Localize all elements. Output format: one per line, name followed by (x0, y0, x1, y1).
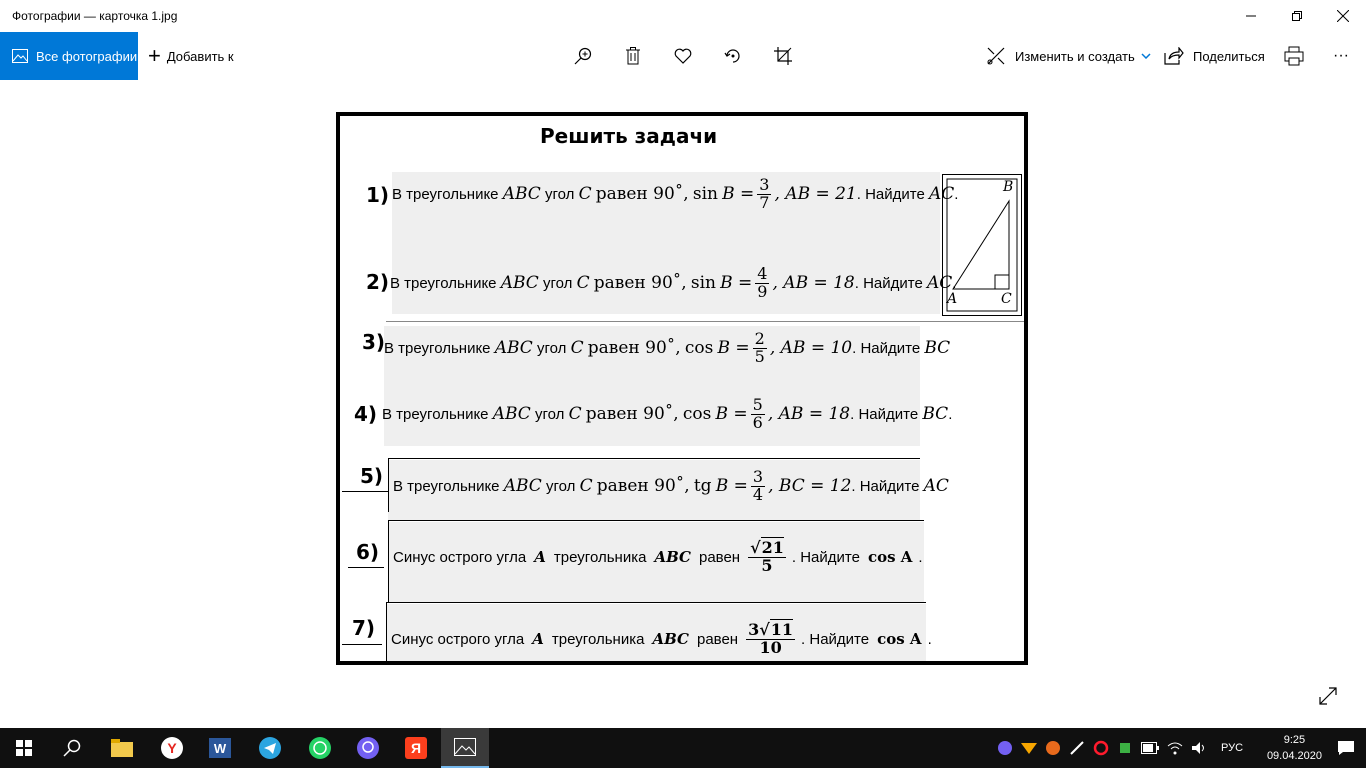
problem-3-text: В треугольнике ABC угол C равен 90˚, cos B = $\frac{2}{5}$ , AB = 10 . Найдите BC (384, 328, 951, 366)
chevron-down-icon (1141, 53, 1151, 59)
divider (386, 321, 1028, 322)
taskbar-photos[interactable] (441, 728, 489, 768)
photo-icon (12, 49, 28, 63)
restore-icon (1292, 11, 1302, 21)
taskbar (0, 728, 1366, 768)
heart-icon (674, 48, 692, 64)
share-icon (1164, 47, 1184, 65)
taskbar-viber[interactable] (344, 728, 392, 768)
vertex-a-label: A (947, 291, 958, 307)
problem-3-number: 3) (362, 330, 386, 354)
problem-6-number: 6) (356, 540, 380, 564)
avast-tray-icon[interactable] (1021, 740, 1037, 756)
system-tray (997, 728, 1243, 768)
triangle-figure (942, 174, 1022, 316)
problem-5-number: 5) (360, 464, 384, 488)
more-icon: ··· (1333, 47, 1349, 64)
pen-tray-icon[interactable] (1069, 740, 1085, 756)
close-icon (1337, 10, 1349, 22)
photos-icon (454, 738, 476, 756)
telegram-icon (259, 737, 281, 759)
taskbar-yandex-browser[interactable] (148, 728, 196, 768)
clock-date: 09.04.2020 (1266, 750, 1322, 762)
divider (348, 567, 384, 568)
security-tray-icon[interactable] (1117, 740, 1133, 756)
taskbar-explorer[interactable] (98, 728, 146, 768)
clock[interactable] (1267, 732, 1322, 764)
expand-icon (1318, 686, 1338, 706)
crop-button[interactable] (771, 44, 795, 68)
start-button[interactable] (0, 728, 48, 768)
photo-viewer (0, 80, 1366, 728)
divider (388, 520, 389, 602)
add-to-button[interactable] (148, 32, 234, 80)
problem-4-number: 4) (354, 402, 378, 426)
add-to-label: Добавить к (166, 48, 234, 64)
zoom-icon (574, 47, 592, 65)
taskbar-word[interactable] (196, 728, 244, 768)
wifi-icon[interactable] (1167, 741, 1183, 755)
taskbar-telegram[interactable] (246, 728, 294, 768)
divider (342, 644, 382, 645)
delete-button[interactable] (621, 44, 645, 68)
close-button[interactable] (1320, 0, 1366, 32)
taskbar-yandex[interactable] (392, 728, 440, 768)
edit-create-label: Изменить и создать (1015, 48, 1135, 64)
restore-button[interactable] (1274, 0, 1320, 32)
problem-1-text: В треугольнике ABC угол C равен 90˚, sin B = $\frac{3}{7}$ , AB = 21 . Найдите AC . (392, 174, 959, 212)
svg-text:Y: Y (167, 740, 177, 756)
vertex-b-label: B (1003, 179, 1014, 195)
viber-tray-icon[interactable] (997, 740, 1013, 756)
viber-icon (357, 737, 379, 759)
yandex-icon (405, 737, 427, 759)
vertex-c-label: C (1001, 291, 1012, 307)
all-photos-label: Все фотографии (36, 48, 138, 64)
word-icon (209, 738, 231, 758)
fox-tray-icon[interactable] (1045, 740, 1061, 756)
divider (388, 520, 924, 521)
favorite-button[interactable] (671, 44, 695, 68)
problem-6-text: Синус острого угла A треугольника ABC равен $\frac{√21}{5}$ . Найдите cos A . (393, 537, 923, 575)
problem-2-text: В треугольнике ABC угол C равен 90˚, sin B = $\frac{4}{9}$ , AB = 18 . Найдите AC . (390, 263, 957, 301)
share-label: Поделиться (1193, 48, 1265, 64)
folder-icon (111, 739, 133, 757)
svg-text:Я: Я (410, 740, 422, 756)
minimize-icon (1246, 11, 1256, 21)
title-bar (0, 0, 1366, 32)
toolbar (0, 32, 1366, 80)
taskbar-whatsapp[interactable] (296, 728, 344, 768)
problem-4-text: В треугольнике ABC угол C равен 90˚, cos B = $\frac{5}{6}$ , AB = 18 . Найдите BC . (382, 394, 953, 432)
problem-7-text: Синус острого угла A треугольника ABC равен $\frac{3√11}{10}$ . Найдите cos A . (391, 619, 932, 657)
whatsapp-icon (309, 737, 331, 759)
rotate-button[interactable] (721, 44, 745, 68)
opera-tray-icon[interactable] (1093, 740, 1109, 756)
divider (388, 458, 920, 459)
plus-icon: + (148, 43, 161, 68)
volume-icon[interactable] (1191, 741, 1207, 755)
rotate-icon (724, 47, 742, 65)
window-title: Фотографии — карточка 1.jpg (12, 9, 178, 23)
divider (386, 602, 387, 665)
edit-create-button[interactable] (986, 32, 1151, 80)
divider (386, 602, 926, 603)
windows-icon (16, 740, 32, 756)
divider (342, 491, 388, 492)
svg-text:W: W (213, 741, 227, 756)
search-icon (63, 739, 81, 757)
divider (388, 458, 389, 512)
print-button[interactable] (1282, 44, 1306, 68)
trash-icon (625, 47, 641, 65)
all-photos-button[interactable] (0, 32, 138, 80)
share-button[interactable] (1164, 32, 1265, 80)
language-indicator[interactable]: РУС (1221, 742, 1244, 754)
minimize-button[interactable] (1228, 0, 1274, 32)
crop-icon (774, 47, 792, 65)
problem-1-number: 1) (366, 183, 390, 207)
clock-time: 9:25 (1283, 734, 1306, 746)
more-button[interactable] (1333, 32, 1349, 80)
notifications-button[interactable] (1322, 728, 1366, 768)
card-title: Решить задачи (540, 124, 718, 148)
yandex-browser-icon (161, 737, 183, 759)
zoom-button[interactable] (571, 44, 595, 68)
photo-image (336, 112, 1028, 665)
print-icon (1284, 46, 1304, 66)
problem-7-number: 7) (352, 616, 376, 640)
problem-5-text: В треугольнике ABC угол C равен 90˚, tg B = $\frac{3}{4}$ , BC = 12 . Найдите AC (393, 466, 949, 504)
fullscreen-button[interactable] (1318, 686, 1342, 710)
edit-create-icon (986, 46, 1006, 66)
search-button[interactable] (48, 728, 96, 768)
notification-icon (1337, 740, 1355, 756)
battery-icon[interactable] (1141, 742, 1159, 754)
problem-2-number: 2) (366, 270, 390, 294)
